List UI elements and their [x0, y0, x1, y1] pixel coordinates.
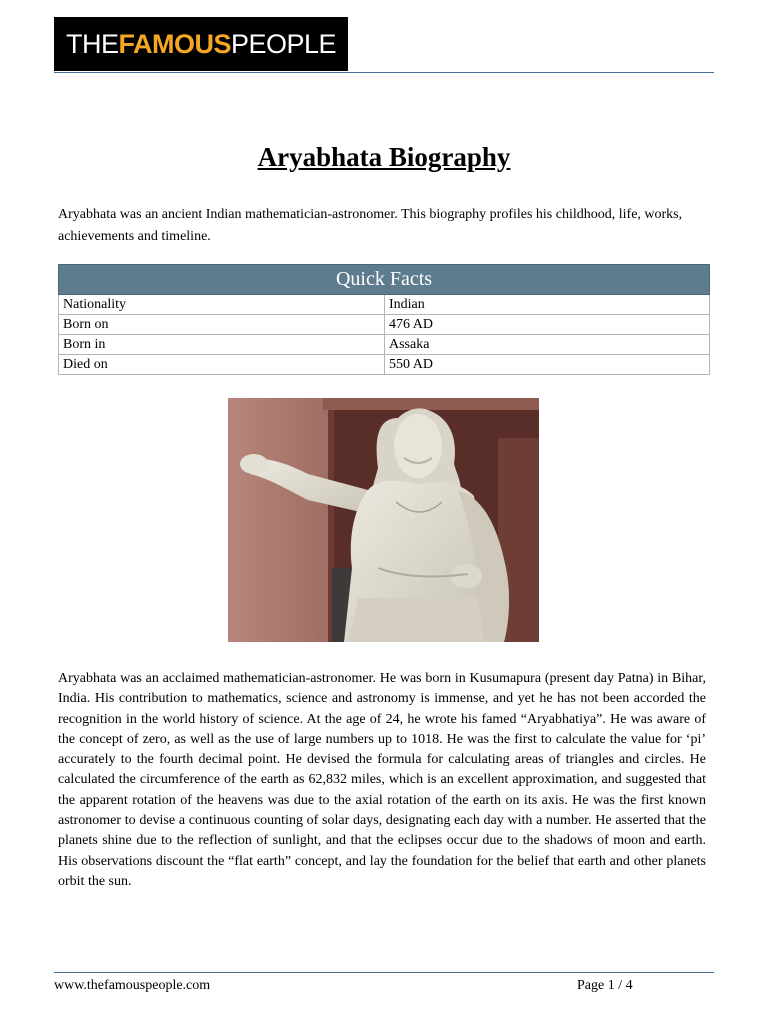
aryabhata-statue-photo — [228, 398, 539, 642]
fact-label: Nationality — [59, 295, 385, 315]
table-row — [59, 295, 710, 315]
fact-value: Indian — [385, 295, 710, 315]
logo-text-famous: FAMOUS — [118, 28, 231, 59]
page-number: Page 1 / 4 — [577, 978, 633, 993]
quick-facts-heading: Quick Facts — [59, 265, 710, 295]
biography-paragraph: Aryabhata was an acclaimed mathematician-astronomer. He was born in Kusumapura (present day Patna) in Bihar, India. His contribution to mathematics, science and astronomy is immense, and yet he has not been accorded the recognition in the world history of science. At the age of 24, he wrote his famed “Aryabhatiya”. He was aware of the concept of zero, as well as the use of large numbers up to 1018. He was the first to calculate the value for ‘pi’ accurately to the fourth decimal point. He devised the formula for calculating areas of triangles and circles. He calculated the circumference of the earth as 62,832 miles, which is an excellent approximation, and suggested that the apparent rotation of the heavens was due to the axial rotation of the earth on its axis. He was the first known astronomer to devise a continuous counting of solar days, designating each day with a number. He asserted that the planets shine due to the reflection of sunlight, and that the eclipses occur due to the shadows of moon and earth. His observations discount the “flat earth” concept, and lay the foundation for the belief that earth and other planets orbit the sun. — [58, 671, 706, 889]
fact-label: Born on — [59, 315, 385, 335]
intro-paragraph: Aryabhata was an ancient Indian mathematician-astronomer. This biography profiles his childhood, life, works, achievements and timeline. — [58, 207, 683, 244]
footer-website-link[interactable]: www.thefamouspeople.com — [54, 978, 211, 993]
table-row — [59, 355, 710, 375]
fact-value: 550 AD — [385, 355, 710, 375]
site-logo[interactable] — [54, 17, 348, 71]
fact-value: Assaka — [385, 335, 710, 355]
logo-text-the: THE — [65, 28, 119, 59]
fact-label: Born in — [59, 335, 385, 355]
header-divider — [54, 72, 714, 73]
statue-illustration — [228, 398, 539, 642]
fact-label: Died on — [59, 355, 385, 375]
fact-value: 476 AD — [385, 315, 710, 335]
footer-divider — [54, 972, 714, 973]
page-title: Aryabhata Biography — [257, 142, 511, 172]
quick-facts-table — [58, 264, 710, 375]
logo-text-people: PEOPLE — [230, 28, 337, 59]
table-row — [59, 315, 710, 335]
table-row — [59, 335, 710, 355]
